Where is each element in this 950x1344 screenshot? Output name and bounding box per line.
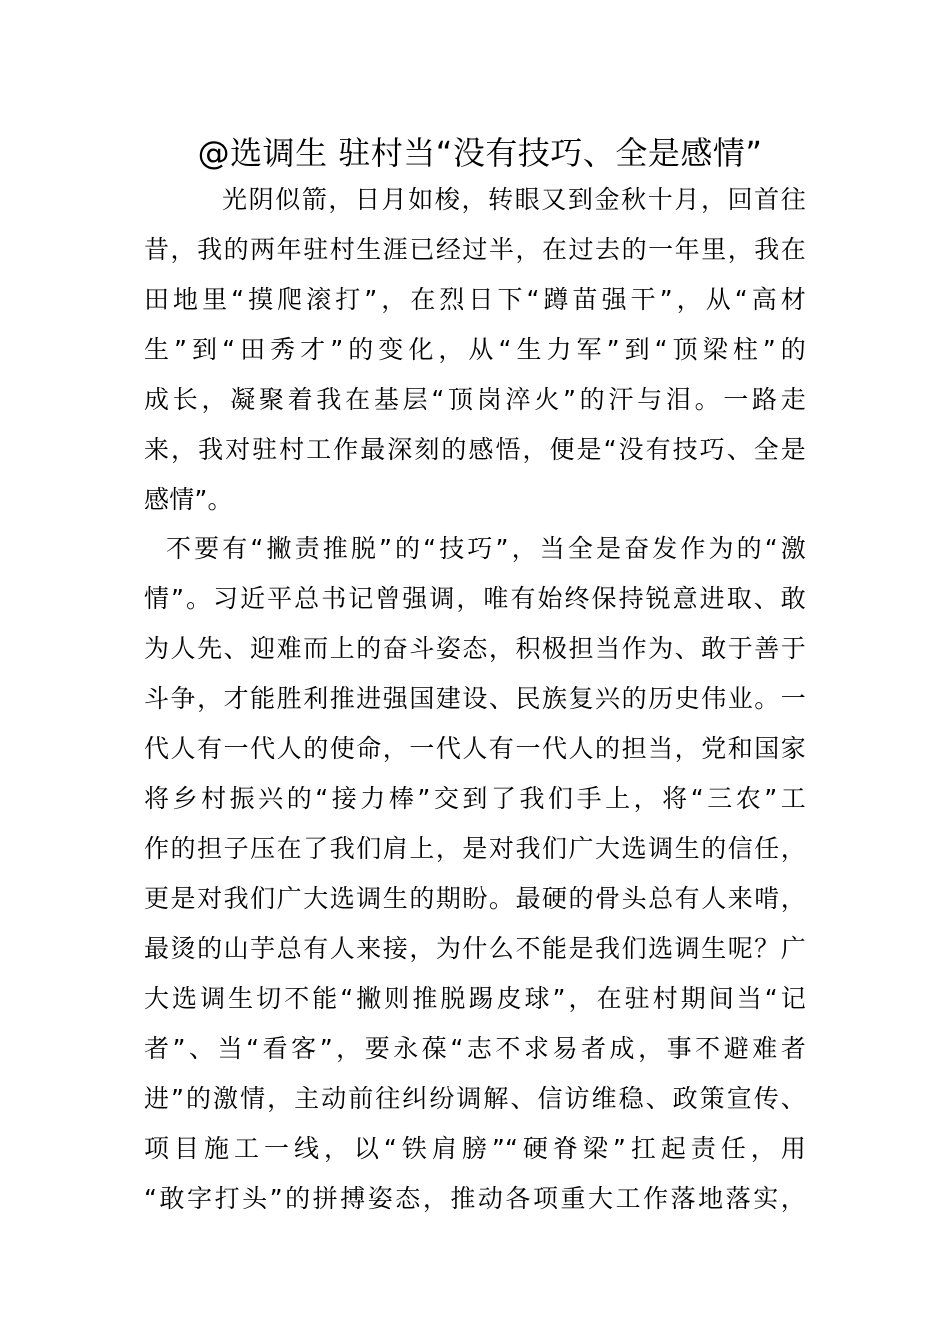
- text-line: 光阴似箭，日月如梭，转眼又到金秋十月，回首往: [222, 185, 806, 214]
- text-line: 田地里“摸爬滚打”，在烈日下“蹲苗强干”，从“高材: [144, 285, 806, 314]
- text-line: 为人先、迎难而上的奋斗姿态，积极担当作为、敢于善于: [144, 634, 806, 663]
- text-line: 大选调生切不能“撇则推脱踢皮球”，在驻村期间当“记: [144, 984, 806, 1013]
- text-line: 最烫的山芋总有人来接，为什么不能是我们选调生呢？广: [144, 934, 806, 963]
- text-line: 作的担子压在了我们肩上，是对我们广大选调生的信任，: [144, 834, 806, 863]
- text-line: 感情”。: [144, 485, 233, 514]
- text-line: 斗争，才能胜利推进强国建设、民族复兴的历史伟业。一: [144, 684, 806, 713]
- text-line: 项目施工一线，以“铁肩膀”“硬脊梁”扛起责任，用: [144, 1134, 806, 1163]
- paragraph-2: [144, 524, 806, 1224]
- paragraph-1: [144, 175, 806, 525]
- text-line: 生”到“田秀才”的变化，从“生力军”到“顶梁柱”的: [144, 335, 806, 364]
- text-line: 将乡村振兴的“接力棒”交到了我们手上，将“三农”工: [144, 784, 806, 813]
- text-line: 进”的激情，主动前往纠纷调解、信访维稳、政策宣传、: [144, 1084, 806, 1113]
- text-line: 代人有一代人的使命，一代人有一代人的担当，党和国家: [144, 734, 806, 763]
- text-line: 者”、当“看客”，要永葆“志不求易者成，事不避难者: [144, 1034, 806, 1063]
- text-line: “敢字打头”的拼搏姿态，推动各项重大工作落地落实，: [144, 1184, 806, 1213]
- text-line: 情”。习近平总书记曾强调，唯有始终保持锐意进取、敢: [144, 584, 806, 613]
- text-line: 昔，我的两年驻村生涯已经过半，在过去的一年里，我在: [144, 235, 806, 264]
- text-line: 成长，凝聚着我在基层“顶岗淬火”的汗与泪。一路走: [144, 385, 806, 414]
- text-line: 更是对我们广大选调生的期盼。最硬的骨头总有人来啃，: [144, 884, 806, 913]
- text-line: 不要有“撇责推脱”的“技巧”，当全是奋发作为的“激: [166, 534, 806, 563]
- text-line: 来，我对驻村工作最深刻的感悟，便是“没有技巧、全是: [144, 435, 806, 464]
- page-title: @选调生 驻村当“没有技巧、全是感情”: [197, 134, 763, 172]
